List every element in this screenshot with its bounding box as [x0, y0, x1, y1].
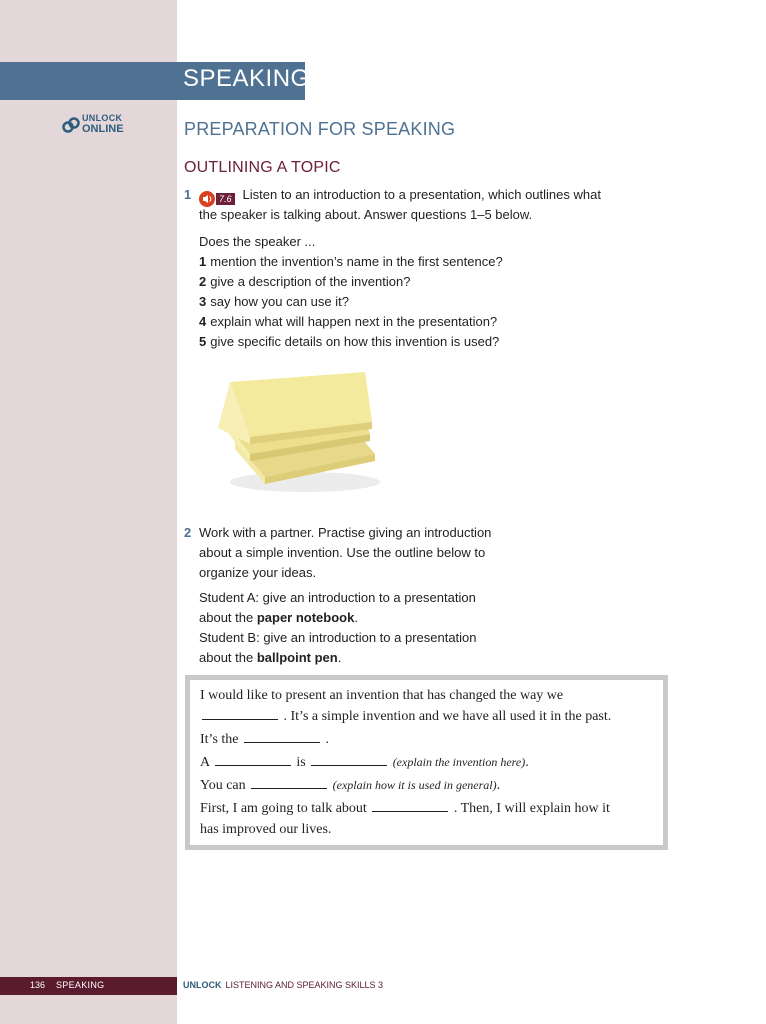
page-sidebar	[0, 0, 177, 1024]
blank-field[interactable]	[372, 799, 448, 812]
instruction-text-2: the speaker is talking about. Answer questions 1–5 below.	[199, 207, 533, 222]
footer-section: SPEAKING	[56, 980, 105, 990]
outline-line-6: First, I am going to talk about . Then, I will explain how it	[200, 801, 610, 816]
outline-template-box	[185, 675, 668, 850]
instruction-text-3: organize your ideas.	[199, 565, 317, 580]
exercise-number: 2	[184, 525, 192, 540]
student-a-topic: about the paper notebook.	[199, 610, 358, 625]
subsection-heading: OUTLINING A TOPIC	[184, 159, 341, 176]
list-item: 1 mention the invention’s name in the first sentence?	[199, 254, 503, 269]
question-list	[199, 232, 503, 352]
list-item: 3 say how you can use it?	[199, 294, 349, 309]
instruction-text-1: Listen to an introduction to a presentation, which outlines what	[242, 187, 601, 202]
footer-title: UNLOCK LISTENING AND SPEAKING SKILLS 3	[183, 980, 384, 990]
track-number: 7.6	[216, 193, 235, 205]
page-number: 136	[30, 980, 46, 990]
instruction-text-2: about a simple invention. Use the outline below to	[199, 545, 486, 560]
sticky-notes-photo	[210, 362, 390, 497]
list-item: 5 give specific details on how this invention is used?	[199, 334, 500, 349]
logo-text-online: ONLINE	[82, 123, 124, 135]
outline-line-2: . It’s a simple invention and we have all used it in the past.	[200, 706, 655, 727]
link-icon	[62, 116, 80, 134]
section-banner	[0, 62, 310, 100]
question-lead: Does the speaker ...	[199, 234, 316, 249]
list-item: 4 explain what will happen next in the presentation?	[199, 314, 498, 329]
footer-bar	[0, 977, 177, 995]
footer-brand: UNLOCK	[183, 980, 222, 990]
exercise-number: 1	[184, 187, 192, 202]
blank-field[interactable]	[251, 776, 327, 789]
list-item: 2 give a description of the invention?	[199, 274, 411, 289]
outline-line-3: It’s the .	[200, 732, 329, 747]
instruction-text-1: Work with a partner. Practise giving an introduction	[199, 525, 492, 540]
student-b-topic: about the ballpoint pen.	[199, 650, 342, 665]
student-a-line: Student A: give an introduction to a presentation	[199, 590, 476, 605]
outline-line-4: A is (explain the invention here).	[200, 755, 529, 770]
blank-field[interactable]	[244, 730, 320, 743]
outline-line-7: has improved our lives.	[200, 822, 332, 837]
section-title: SPEAKING	[183, 65, 310, 92]
unlock-online-logo[interactable]	[62, 112, 142, 138]
blank-field[interactable]	[215, 753, 291, 766]
outline-line-1: I would like to present an invention that has changed the way we	[200, 688, 564, 703]
section-heading: PREPARATION FOR SPEAKING	[184, 119, 456, 139]
blank-field[interactable]	[202, 707, 278, 720]
outline-line-5: You can (explain how it is used in general).	[200, 778, 501, 793]
blank-field[interactable]	[311, 753, 387, 766]
logo-text-unlock: UNLOCK	[82, 113, 123, 123]
student-b-line: Student B: give an introduction to a presentation	[199, 630, 477, 645]
